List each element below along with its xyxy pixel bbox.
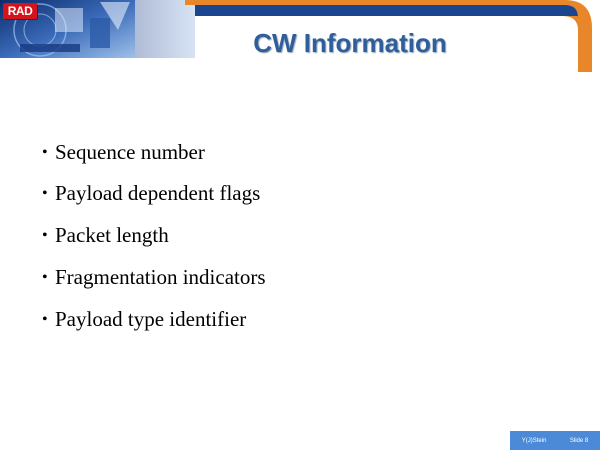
bullet-text: Packet length bbox=[55, 223, 169, 247]
bullet-text: Payload type identifier bbox=[55, 307, 247, 331]
footer-slide-number: Slide 8 bbox=[569, 437, 589, 444]
bullet-icon: • bbox=[42, 269, 48, 286]
bullet-icon: • bbox=[42, 185, 48, 202]
bullet-text: Fragmentation indicators bbox=[55, 265, 266, 289]
bullet-item bbox=[42, 181, 266, 223]
bullet-list bbox=[42, 140, 266, 349]
footer-bar bbox=[510, 431, 600, 450]
bullet-icon: • bbox=[42, 311, 48, 328]
bullet-item bbox=[42, 265, 266, 307]
bullet-item bbox=[42, 307, 266, 349]
bullet-text: Sequence number bbox=[55, 140, 205, 164]
bullet-item bbox=[42, 140, 266, 181]
slide-title: CW Information bbox=[253, 28, 447, 58]
bullet-item bbox=[42, 223, 266, 265]
footer-author: Y(J)Stein bbox=[521, 437, 547, 444]
bullet-icon: • bbox=[42, 227, 48, 244]
bullet-icon: • bbox=[42, 144, 48, 161]
rad-logo: RAD bbox=[3, 3, 37, 19]
bullet-text: Payload dependent flags bbox=[55, 181, 261, 205]
